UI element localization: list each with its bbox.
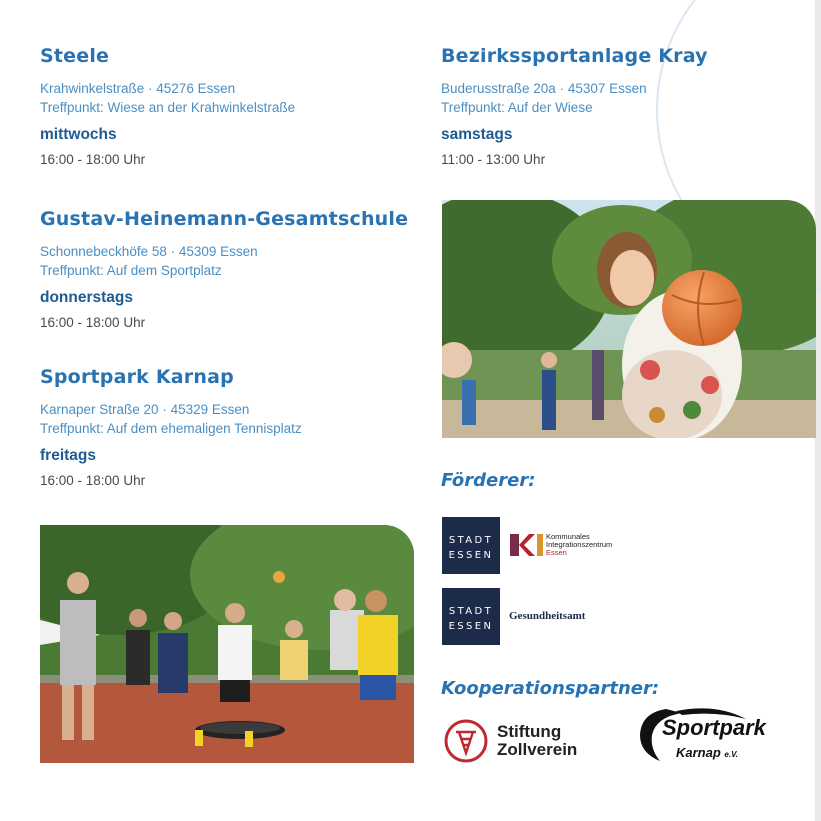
venue-time: 16:00 - 18:00 Uhr [40, 315, 146, 330]
venue-address: Buderusstraße 20a · 45307 Essen [441, 81, 647, 96]
logo-text: ESSEN [448, 621, 494, 632]
logo-text: ESSEN [448, 550, 494, 561]
sportpark-logo-karnap: Karnap [676, 745, 721, 760]
ki-logo-icon [510, 534, 544, 556]
venue-gustav-heinemann [40, 208, 408, 330]
gesundheitsamt-label: Gesundheitsamt [509, 610, 586, 622]
venue-day: mittwochs [40, 126, 117, 143]
venue-address-block [40, 79, 295, 117]
venue-day: samstags [441, 126, 513, 143]
venue-meeting-point: Treffpunkt: Auf dem Sportplatz [40, 263, 222, 278]
venue-sportpark-karnap [40, 366, 302, 488]
logo-text: STADT [448, 535, 494, 546]
venue-steele [40, 45, 295, 167]
venue-address: Schonnebeckhöfe 58 · 45309 Essen [40, 244, 258, 259]
venue-address: Krahwinkelstraße · 45276 Essen [40, 81, 236, 96]
sportpark-logo-ev: e.V. [724, 750, 738, 759]
venue-address-block [40, 400, 302, 438]
ki-line: Essen [546, 548, 567, 557]
venue-time: 11:00 - 13:00 Uhr [441, 152, 546, 167]
ki-line: Kommunales [546, 532, 590, 541]
venue-address-block [40, 242, 408, 280]
venue-day: donnerstags [40, 289, 134, 306]
sponsors-title: Förderer: [441, 470, 536, 491]
zollverein-line: Stiftung [497, 722, 562, 741]
venue-address-block [441, 79, 708, 117]
venue-day: freitags [40, 447, 96, 464]
venue-meeting-point: Treffpunkt: Wiese an der Krahwinkelstraße [40, 100, 296, 115]
sportpark-logo-subtitle [676, 745, 738, 760]
stadt-essen-logo [442, 517, 500, 574]
partners-title: Kooperationspartner: [441, 678, 660, 699]
logo-text: STADT [448, 606, 494, 617]
venue-title: Bezirkssportanlage Kray [441, 45, 708, 67]
stadt-essen-logo [442, 588, 500, 645]
venue-address: Karnaper Straße 20 · 45329 Essen [40, 402, 250, 417]
venue-title: Sportpark Karnap [40, 366, 234, 388]
photo-girl-with-ball [442, 200, 816, 438]
zollverein-line: Zollverein [497, 740, 578, 759]
venue-title: Gustav-Heinemann-Gesamtschule [40, 208, 409, 230]
venue-time: 16:00 - 18:00 Uhr [40, 152, 146, 167]
ki-logo-text [546, 533, 612, 557]
venue-time: 16:00 - 18:00 Uhr [40, 473, 146, 488]
venue-meeting-point: Treffpunkt: Auf der Wiese [441, 100, 593, 115]
sportpark-logo-title: Sportpark [662, 715, 766, 740]
venue-meeting-point: Treffpunkt: Auf dem ehemaligen Tennisplatz [40, 421, 302, 436]
photo-group-sports [40, 525, 414, 763]
ki-line: Integrationszentrum [546, 540, 613, 549]
zollverein-logo-icon [444, 719, 488, 763]
venue-kray [441, 45, 708, 167]
zollverein-logo-text [497, 723, 577, 759]
venue-title: Steele [40, 45, 110, 67]
